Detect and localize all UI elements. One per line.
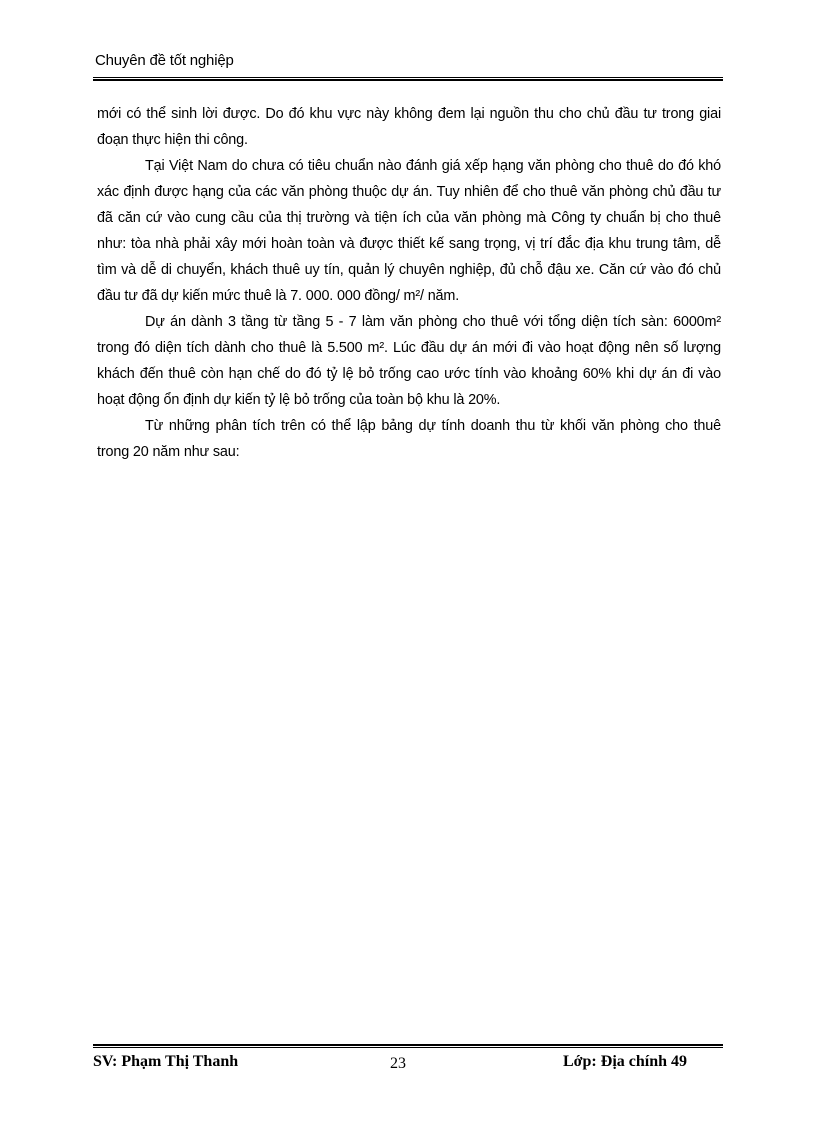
paragraph-floor-area: Dự án dành 3 tầng từ tầng 5 - 7 làm văn phòng cho thuê với tổng diện tích sàn: 6000m² trong đó diện tích dành cho thuê là 5.500 m². Lúc đầu dự án mới đi vào hoạt động nên số lượng khách đến thuê còn hạn chế do đó tỷ lệ bỏ trống cao ước tính vào khoảng 60% khi dự án đi vào hoạt động ổn định dự kiến tỷ lệ bỏ trống của toàn bộ khu là 20%.	[97, 314, 721, 408]
page-footer	[93, 1044, 723, 1084]
header-rule	[93, 77, 723, 81]
page-number: 23	[390, 1055, 406, 1072]
footer-student-name: SV: Phạm Thị Thanh	[93, 1053, 239, 1070]
page-header	[93, 50, 723, 80]
footer-rule	[93, 1044, 723, 1048]
header-title: Chuyên đề tốt nghiệp	[95, 52, 234, 69]
paragraph-office-rating: Tại Việt Nam do chưa có tiêu chuẩn nào đánh giá xếp hạng văn phòng cho thuê do đó khó xác định được hạng của các văn phòng thuộc dự án. Tuy nhiên để cho thuê văn phòng chủ đầu tư đã căn cứ vào cung cầu của thị trường và tiện ích của văn phòng mà Công ty chuẩn bị cho thuê như: tòa nhà phải xây mới hoàn toàn và được thiết kế sang trọng, vị trí đắc địa khu trung tâm, dễ tìm và dễ di chuyển, khách thuê uy tín, quản lý chuyên nghiệp, đủ chỗ đậu xe. Căn cứ vào đó chủ đầu tư đã dự kiến mức thuê là 7. 000. 000 đồng/ m²/ năm.	[97, 158, 721, 304]
footer-class-label: Lớp: Địa chính 49	[563, 1053, 687, 1070]
body-text	[97, 101, 721, 465]
paragraph-revenue-table-intro: Từ những phân tích trên có thể lập bảng dự tính doanh thu từ khối văn phòng cho thuê trong 20 năm như sau:	[97, 418, 721, 460]
paragraph-continuation: mới có thể sinh lời được. Do đó khu vực này không đem lại nguồn thu cho chủ đầu tư trong giai đoạn thực hiện thi công.	[97, 106, 721, 148]
